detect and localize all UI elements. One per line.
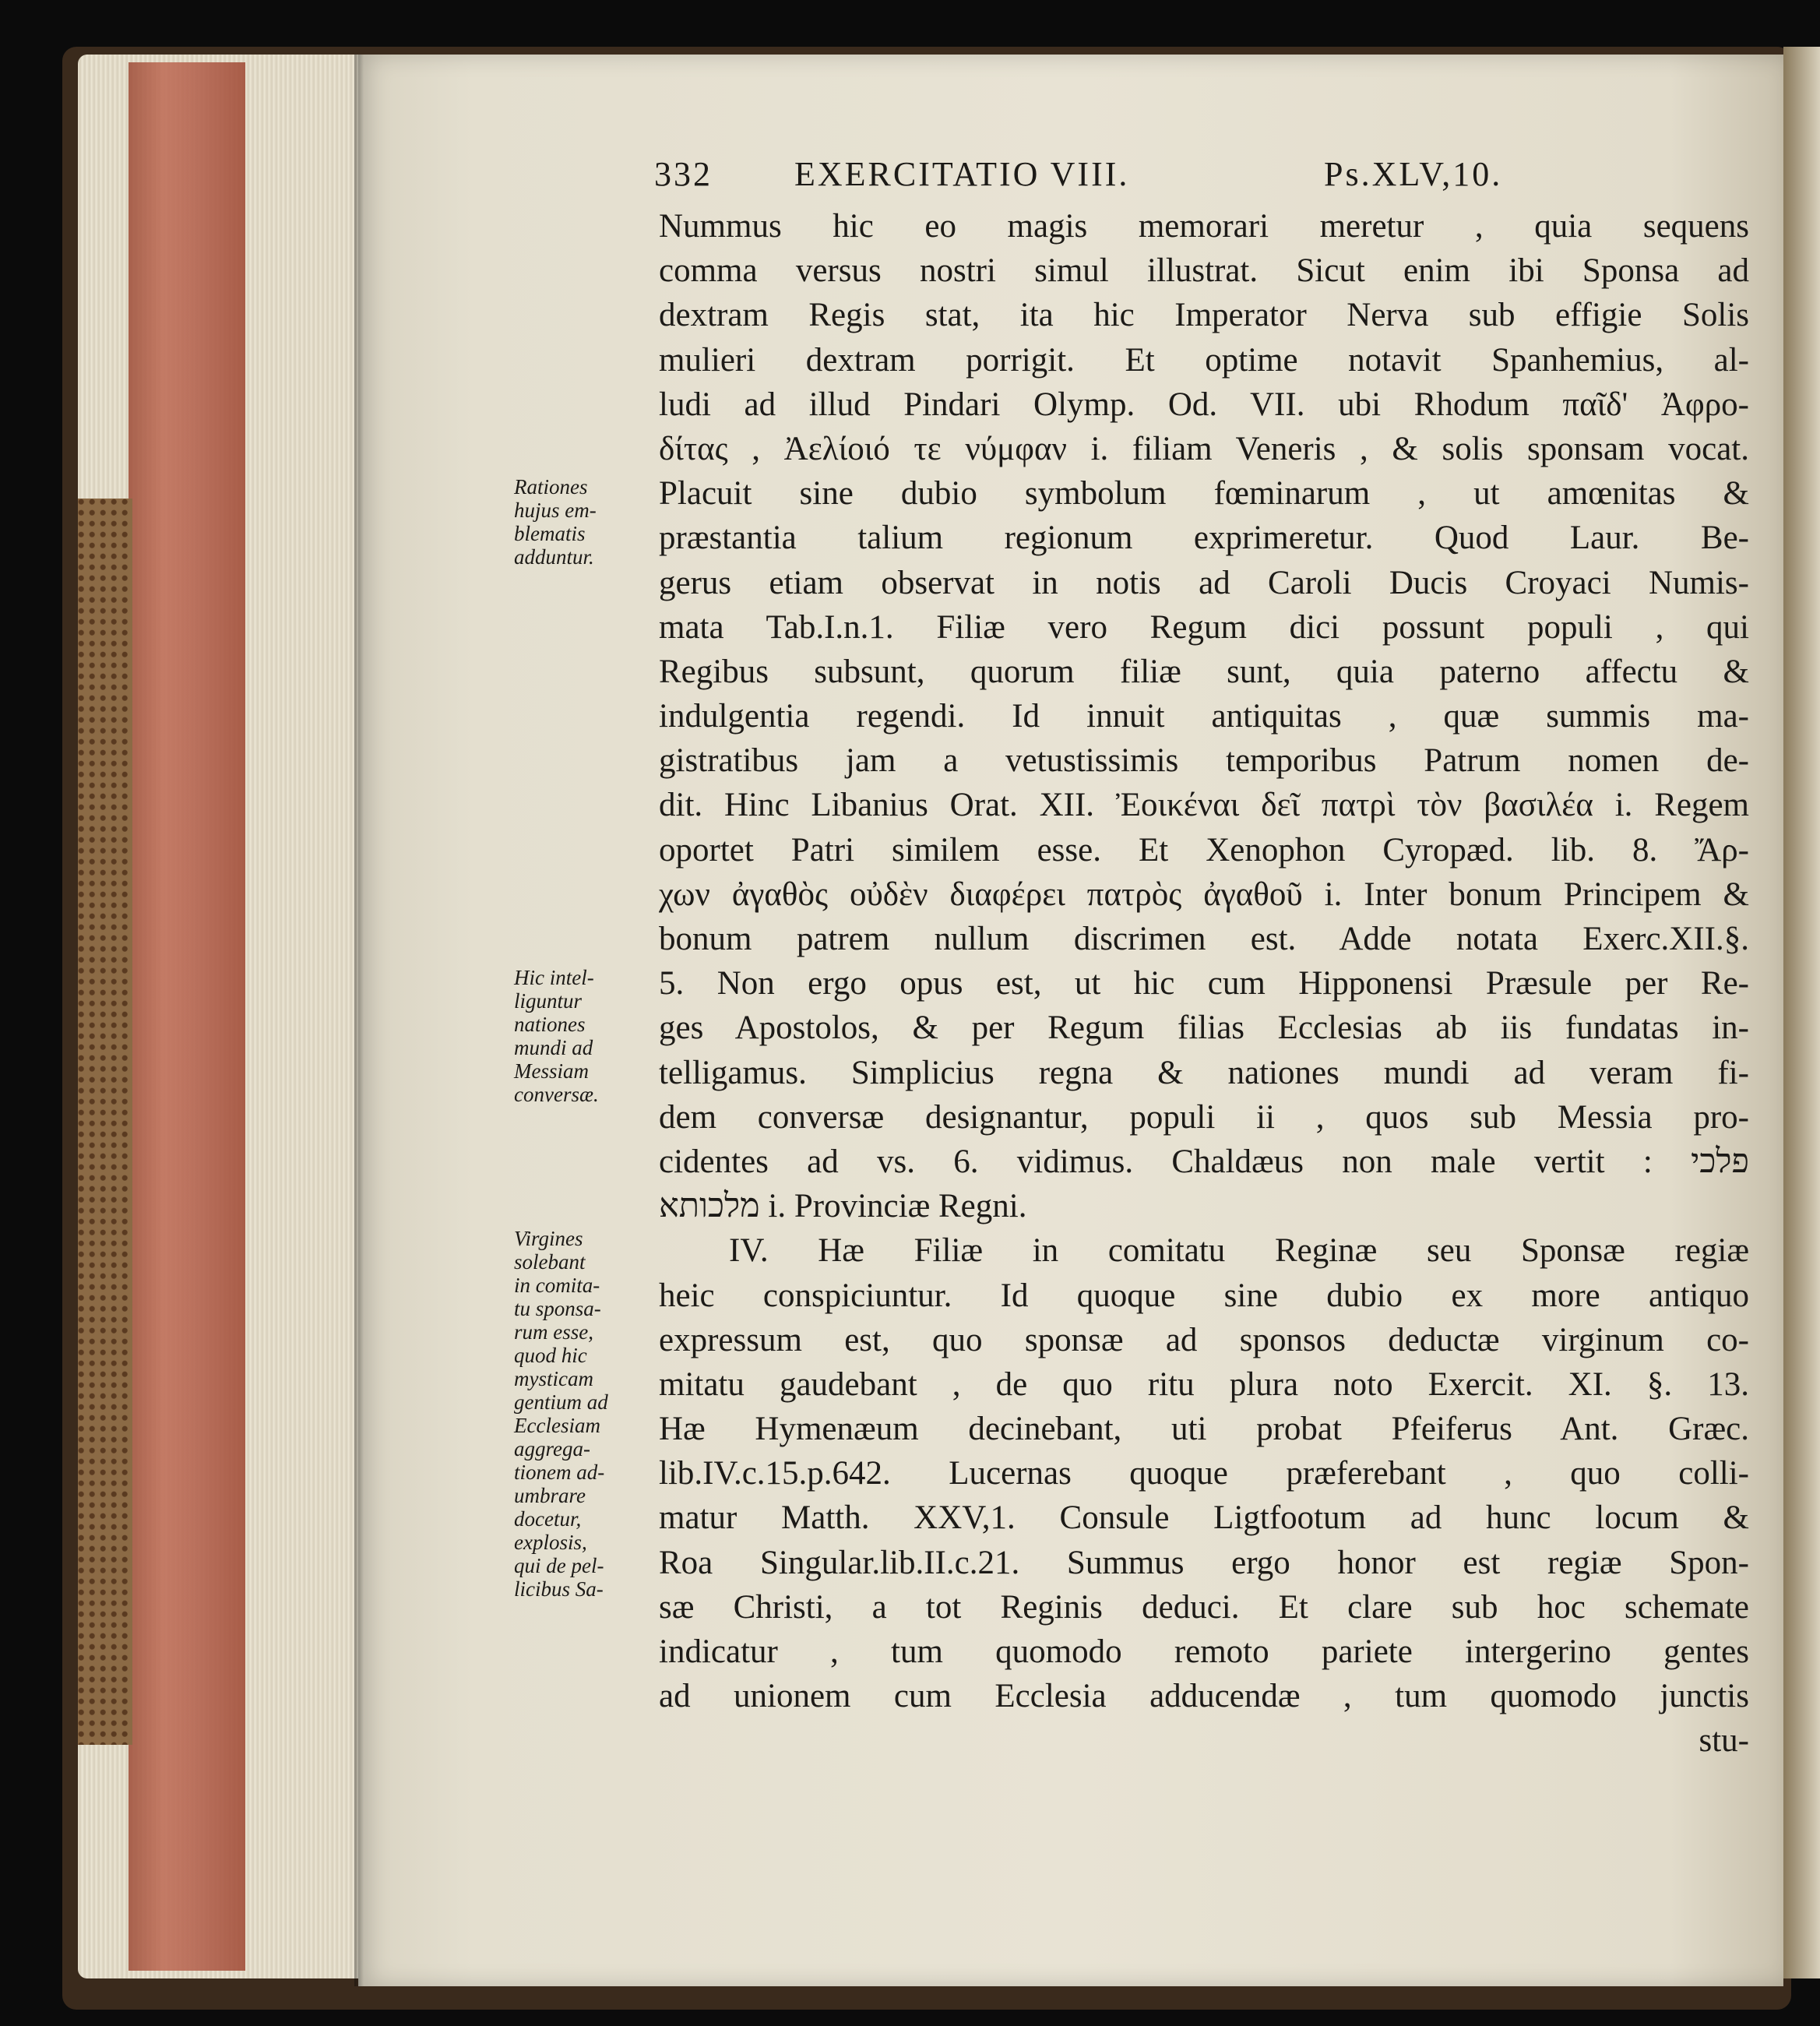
text-line: gerus etiam observat in notis ad Caroli Ducis Croyaci Numis- — [659, 564, 1749, 601]
margin-line: blematis — [514, 522, 586, 545]
margin-line: nationes — [514, 1013, 586, 1036]
margin-line: aggrega- — [514, 1437, 590, 1460]
text-line: Nummus hic eo magis memorari meretur , quia sequens — [659, 208, 1749, 245]
text-line: comma versus nostri simul illustrat. Sicut enim ibi Sponsa ad — [659, 252, 1749, 290]
text-line: ges Apostolos, & per Regum filias Ecclesias ab iis fundatas in- — [659, 1009, 1749, 1047]
margin-line: mysticam — [514, 1367, 593, 1390]
margin-line: in comita- — [514, 1274, 600, 1297]
text-line: 5. Non ergo opus est, ut hic cum Hipponensi Præsule per Re- — [659, 965, 1749, 1002]
margin-line: qui de pel- — [514, 1554, 604, 1577]
text-line: mata Tab.I.n.1. Filiæ vero Regum dici possunt populi , qui — [659, 608, 1749, 646]
page-number: 332 — [654, 155, 713, 193]
margin-line: Messiam — [514, 1059, 589, 1083]
margin-line: Virgines — [514, 1227, 583, 1250]
margin-line: Hic intel- — [514, 966, 594, 989]
margin-line: Ecclesiam — [514, 1414, 600, 1437]
catchword: stu- — [1699, 1722, 1749, 1760]
text-line: Placuit sine dubio symbolum fœminarum , ut amœnitas & — [659, 475, 1749, 513]
scripture-reference: Ps.XLV,10. — [1324, 155, 1503, 193]
margin-line: solebant — [514, 1250, 586, 1274]
text-line: expressum est, quo sponsæ ad sponsos deductæ virginum co- — [659, 1321, 1749, 1358]
margin-note-nationes — [514, 966, 654, 1106]
margin-line: tionem ad- — [514, 1460, 605, 1484]
text-line: sæ Christi, a tot Reginis deduci. Et clare sub hoc schemate — [659, 1588, 1749, 1626]
margin-line: gentium ad — [514, 1390, 608, 1414]
running-header — [654, 154, 1744, 201]
margin-line: explosis, — [514, 1531, 587, 1554]
red-page-edge — [128, 62, 245, 1971]
text-line: χων ἀγαθὸς οὐδὲν διαφέρει πατρὸς ἀγαθοῦ i. Inter bonum Principem & — [659, 876, 1749, 913]
text-line: lib.IV.c.15.p.642. Lucernas quoque præferebant , quo colli- — [659, 1455, 1749, 1492]
text-line: oportet Patri similem esse. Et Xenophon Cyropæd. lib. 8. Ἄρ- — [659, 831, 1749, 869]
text-line: præstantia talium regionum exprimeretur. Quod Laur. Be- — [659, 520, 1749, 557]
text-line: Roa Singular.lib.II.c.21. Summus ergo honor est regiæ Spon- — [659, 1544, 1749, 1581]
text-line: gistratibus jam a vetustissimis temporibus Patrum nomen de- — [659, 742, 1749, 780]
text-line: Hæ Hymenæum decinebant, uti probat Pfeiferus Ant. Græc. — [659, 1411, 1749, 1448]
text-line: מלכותא i. Provinciæ Regni. — [659, 1188, 1027, 1225]
margin-line: adduntur. — [514, 545, 594, 569]
margin-line: licibus Sa- — [514, 1577, 604, 1601]
text-line: mulieri dextram porrigit. Et optime notavit Spanhemius, al- — [659, 341, 1749, 379]
text-line: mitatu gaudebant , de quo ritu plura noto Exercit. XI. §. 13. — [659, 1365, 1749, 1403]
text-line: dem conversæ designantur, populi ii , quos sub Messia pro- — [659, 1098, 1749, 1136]
text-line: ludi ad illud Pindari Olymp. Od. VII. ubi Rhodum παῖδ' Ἀφρο- — [659, 386, 1749, 423]
text-line: δίτας , Ἀελίοιό τε νύμφαν i. filiam Veneris , & solis sponsam vocat. — [659, 430, 1749, 467]
text-line: cidentes ad vs. 6. vidimus. Chaldæus non male vertit : פלכי — [659, 1143, 1749, 1180]
gutter-shadow — [354, 55, 364, 1986]
margin-line: tu sponsa- — [514, 1297, 601, 1320]
margin-line: conversæ. — [514, 1083, 599, 1106]
text-line: indulgentia regendi. Id innuit antiquitas , quæ summis ma- — [659, 698, 1749, 735]
margin-line: docetur, — [514, 1507, 582, 1531]
margin-line: rum esse, — [514, 1320, 593, 1344]
paragraph-start-line: IV. Hæ Filiæ in comitatu Reginæ seu Sponsæ regiæ — [729, 1232, 1749, 1270]
margin-line: liguntur — [514, 989, 583, 1013]
text-line: indicatur , tum quomodo remoto pariete intergerino gentes — [659, 1633, 1749, 1670]
text-line: ad unionem cum Ecclesia adducendæ , tum quomodo junctis — [659, 1678, 1749, 1715]
text-line: dit. Hinc Libanius Orat. XII. Ἐοικέναι δεῖ πατρὶ τὸν βασιλέα i. Regem — [659, 787, 1749, 824]
margin-line: Rationes — [514, 475, 588, 499]
margin-note-virgines — [514, 1227, 654, 1601]
text-line: dextram Regis stat, ita hic Imperator Nerva sub effigie Solis — [659, 297, 1749, 334]
margin-line: hujus em- — [514, 499, 597, 522]
margin-line: mundi ad — [514, 1036, 593, 1059]
margin-line: quod hic — [514, 1344, 587, 1367]
running-title: EXERCITATIO VIII. — [794, 155, 1130, 193]
marbled-cover-strip — [78, 499, 132, 1745]
text-line: Regibus subsunt, quorum filiæ sunt, quia paterno affectu & — [659, 653, 1749, 690]
margin-line: umbrare — [514, 1484, 586, 1507]
text-line: telligamus. Simplicius regna & nationes mundi ad veram fi- — [659, 1054, 1749, 1091]
facing-page-edge — [1783, 47, 1820, 1978]
margin-note-rationes — [514, 475, 654, 569]
text-line: heic conspiciuntur. Id quoque sine dubio ex more antiquo — [659, 1277, 1749, 1314]
text-line: matur Matth. XXV,1. Consule Ligtfootum ad hunc locum & — [659, 1499, 1749, 1537]
main-text-block — [659, 204, 1749, 1764]
text-line: bonum patrem nullum discrimen est. Adde notata Exerc.XII.§. — [659, 921, 1749, 957]
